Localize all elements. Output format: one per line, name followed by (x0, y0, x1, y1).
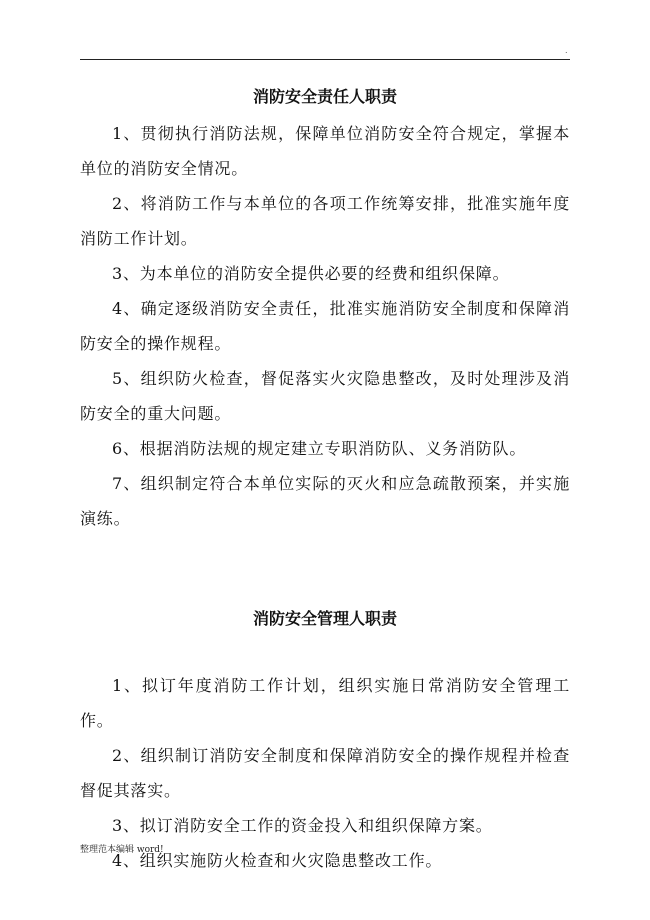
section2-item-2: 2、组织制订消防安全制度和保障消防安全的操作规程并检查督促其落实。 (80, 746, 570, 800)
section2-item-4: 4、组织实施防火检查和火灾隐患整改工作。 (112, 851, 443, 870)
section1-item-3: 3、为本单位的消防安全提供必要的经费和组织保障。 (112, 264, 510, 283)
document-body (80, 84, 570, 878)
section1-item-5: 5、组织防火检查，督促落实火灾隐患整改，及时处理涉及消防安全的重大问题。 (80, 369, 570, 423)
header-corner-mark: . (565, 46, 568, 55)
section1-title: 消防安全责任人职责 (252, 87, 397, 106)
section1-item-1: 1、贯彻执行消防法规，保障单位消防安全符合规定，掌握本单位的消防安全情况。 (80, 124, 570, 178)
section2-title: 消防安全管理人职责 (252, 609, 397, 628)
footer-note: 整理范本编辑 word! (80, 845, 164, 855)
section2-item-1: 1、拟订年度消防工作计划，组织实施日常消防安全管理工作。 (80, 676, 570, 730)
section1-item-2: 2、将消防工作与本单位的各项工作统筹安排，批准实施年度消防工作计划。 (80, 194, 570, 248)
section2-item-3: 3、拟订消防安全工作的资金投入和组织保障方案。 (112, 816, 493, 835)
section1-item-7: 7、组织制定符合本单位实际的灭火和应急疏散预案，并实施演练。 (80, 474, 570, 528)
section1-item-4: 4、确定逐级消防安全责任，批准实施消防安全制度和保障消防安全的操作规程。 (80, 299, 570, 353)
section1-item-6: 6、根据消防法规的规定建立专职消防队、义务消防队。 (112, 439, 527, 458)
header-rule (80, 59, 570, 60)
